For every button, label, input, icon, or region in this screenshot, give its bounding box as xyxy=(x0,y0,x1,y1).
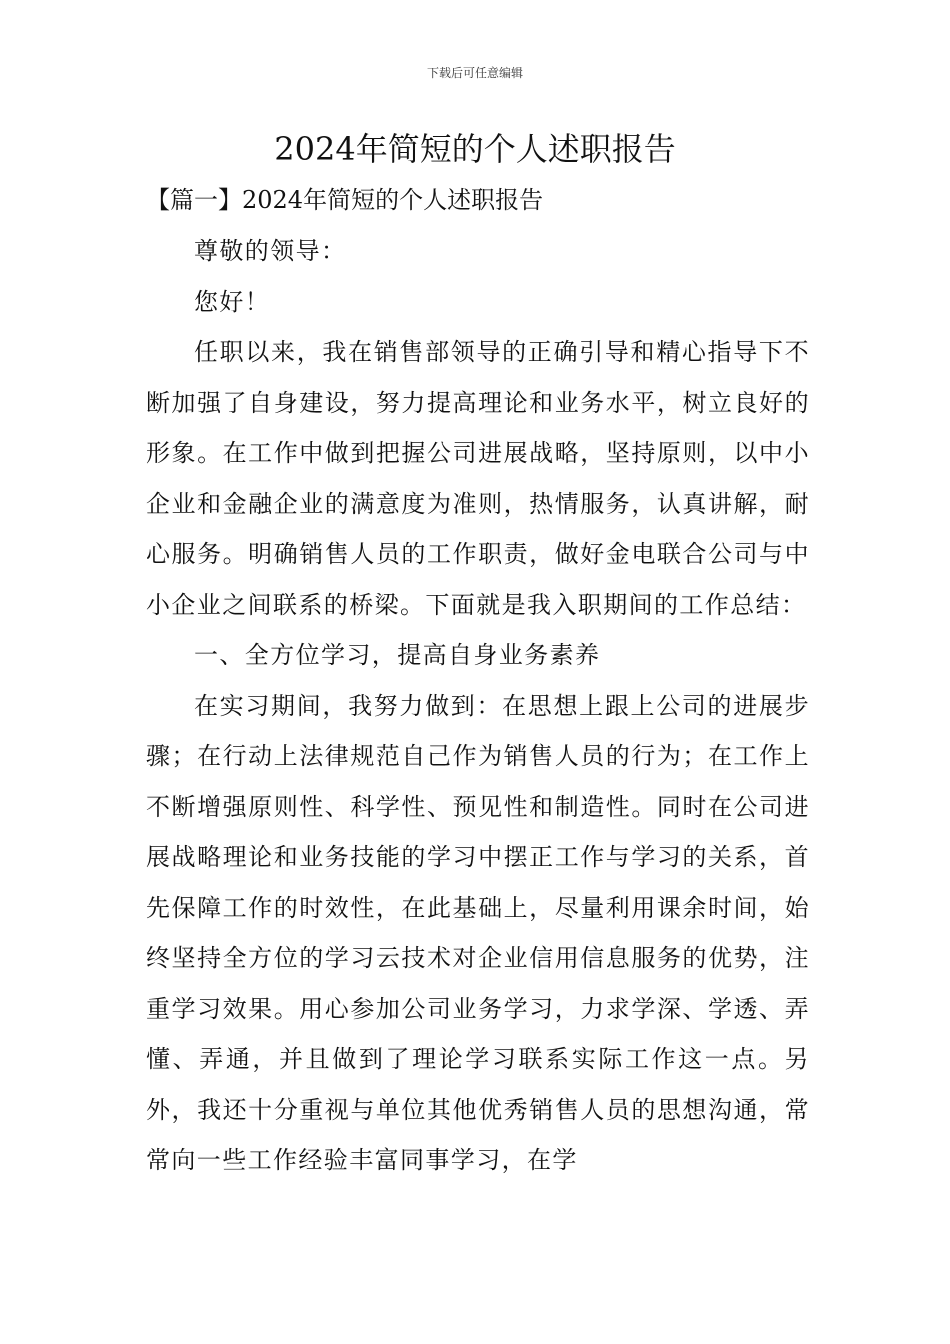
document-title: 2024年简短的个人述职报告 xyxy=(274,130,676,168)
greeting: 您好！ xyxy=(194,287,271,316)
subheading-learning: 一、全方位学习，提高自身业务素养 xyxy=(194,641,601,669)
section-heading: 【篇一】2024年简短的个人述职报告 xyxy=(146,186,544,214)
page-header-note: 下载后可任意编辑 xyxy=(426,66,523,80)
salutation: 尊敬的领导： xyxy=(194,237,347,265)
paragraph-learning: 在实习期间，我努力做到：在思想上跟上公司的进展步骤；在行动上法律规范自己作为销售人员的行为；在工作上不断增强原则性、科学性、预见性和制造性。同时在公司进展战略理论和业务技能的学习中摆正工作与学习的关系，首先保障工作的时效性，在此基础上，尽量利用课余时间，始终坚持全方位的学习云技术对企业信用信息服务的优势，注重学习效果。用心参加公司业务学习，力求学深、学透、弄懂、弄通，并且做到了理论学习联系实际工作这一点。另外，我还十分重视与单位其他优秀销售人员的思想沟通，常常向一些工作经验丰富同事学习，在学 xyxy=(146,691,810,1174)
document-body xyxy=(146,226,810,1186)
paragraph-intro: 任职以来，我在销售部领导的正确引导和精心指导下不断加强了自身建设，努力提高理论和业务水平，树立良好的形象。在工作中做到把握公司进展战略，坚持原则，以中小企业和金融企业的满意度为准则，热情服务，认真讲解，耐心服务。明确销售人员的工作职责，做好金电联合公司与中小企业之间联系的桥梁。下面就是我入职期间的工作总结： xyxy=(146,338,810,619)
